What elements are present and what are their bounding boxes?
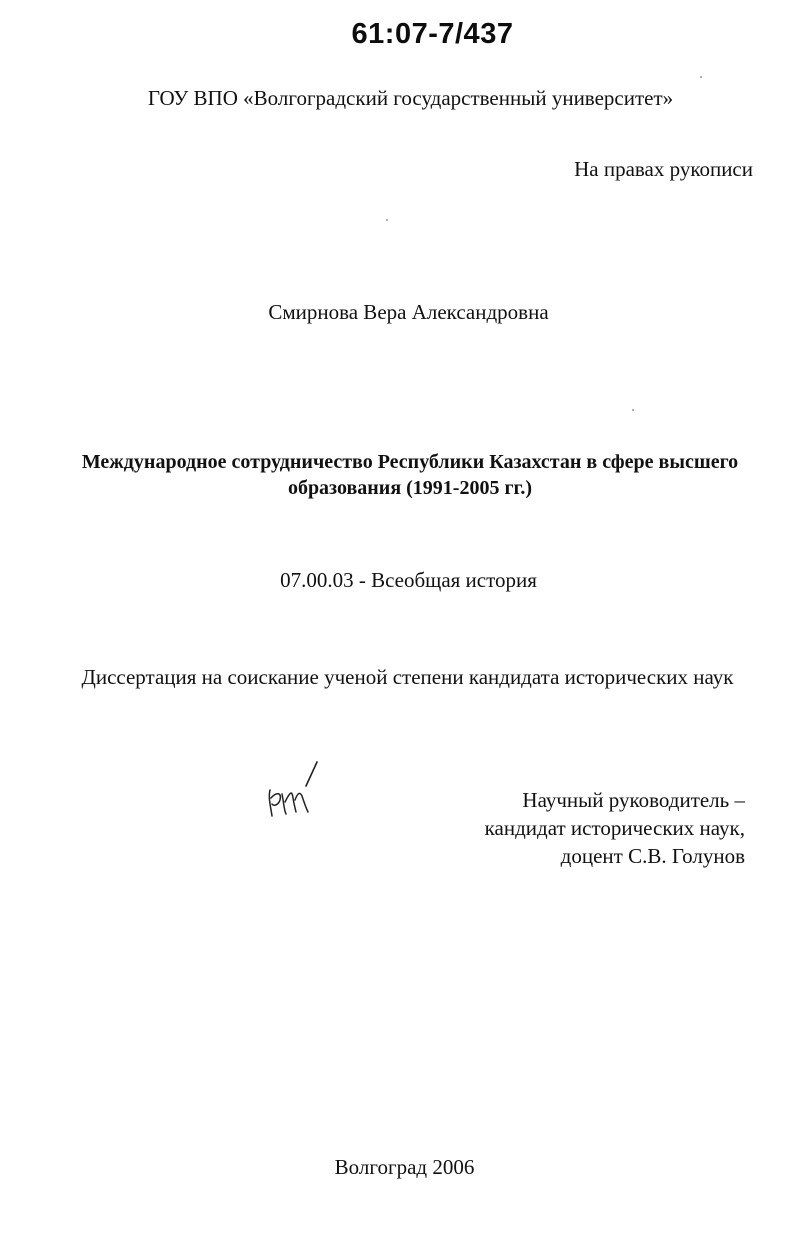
supervisor-name: доцент С.В. Голунов — [560, 844, 745, 868]
supervisor-degree: кандидат исторических наук, — [484, 816, 745, 840]
thesis-title — [60, 449, 760, 501]
supervisor-role: Научный руководитель – — [522, 788, 745, 812]
thesis-title-line-2: образования (1991-2005 гг.) — [287, 477, 533, 499]
scientific-supervisor-block — [485, 786, 745, 870]
thesis-title-line-1: Международное сотрудничество Республики Казахстан в сфере высшего — [81, 451, 739, 473]
manuscript-rights-note: На правах рукописи — [574, 157, 753, 181]
degree-statement: Диссертация на соискание ученой степени кандидата исторических наук — [81, 665, 734, 689]
specialty-code: 07.00.03 - Всеобщая история — [280, 568, 537, 592]
scan-speck — [386, 219, 388, 221]
author-name: Смирнова Вера Александровна — [268, 300, 549, 324]
scan-speck — [700, 76, 702, 78]
city-and-year: Волгоград 2006 — [334, 1155, 475, 1179]
scan-speck — [632, 409, 634, 411]
archive-stamp-code: 61:07-7/437 — [351, 18, 514, 50]
institution-name: ГОУ ВПО «Волгоградский государственный университет» — [147, 86, 674, 110]
handwritten-signature — [262, 758, 338, 828]
